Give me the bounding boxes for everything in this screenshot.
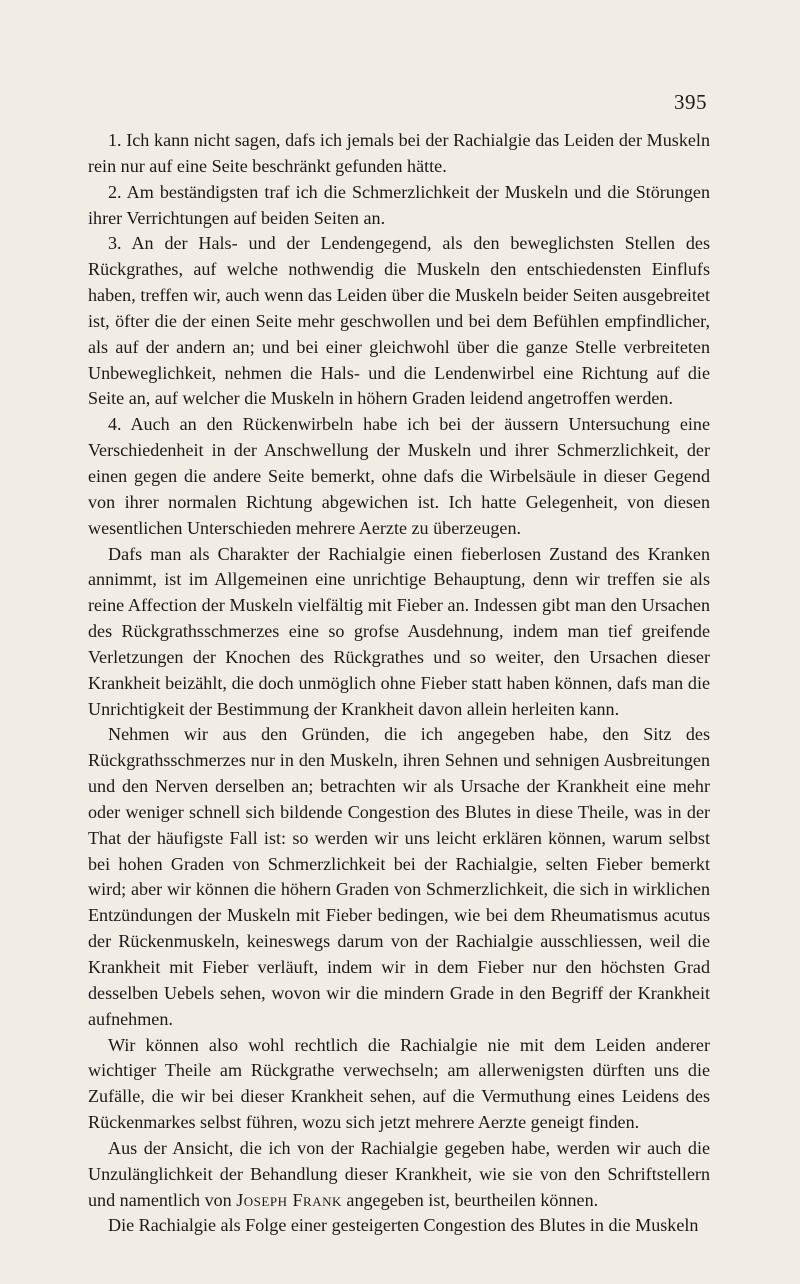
body-text bbox=[88, 128, 710, 1239]
paragraph-seat-of-pain: Nehmen wir aus den Gründen, die ich angegeben habe, den Sitz des Rückgrathsschmerzes nur in den Muskeln, ihren Sehnen und sehnigen Ausbreitungen und den Nerven derselben an; betrachten wir als Ursache der Krankheit eine mehr oder weniger schnell sich bildende Congestion des Blutes in diese Theile, was in der That der häufigste Fall ist: so werden wir uns leicht erklären können, warum selbst bei hohen Graden von Schmerzlichkeit bei der Rachialgie, selten Fieber bemerkt wird; aber wir können die höhern Graden von Schmerzlichkeit, die sich in wirklichen Entzündungen der Muskeln mit Fieber bedingen, wie bei dem Rheumatismus acutus der Rückenmuskeln, keineswegs darum von der Rachialgie ausschliessen, weil die Krankheit mit Fieber verläuft, indem wir in dem Fieber nur den höchsten Grad desselben Uebels sehen, wovon wir die mindern Grade in den Begriff der Krankheit aufnehmen. bbox=[88, 724, 710, 1029]
paragraph-treatment-after: angegeben ist, beurtheilen können. bbox=[341, 1189, 599, 1210]
paragraph-treatment-before: Aus der Ansicht, die ich von der Rachialgie gegeben habe, werden wir auch die Unzulänglichkeit der Behandlung dieser Krankheit, wie sie von den Schriftstellern und namentlich von bbox=[88, 1137, 710, 1210]
page-number: 395 bbox=[674, 90, 707, 114]
paragraph-2: 2. Am beständigsten traf ich die Schmerzlichkeit der Muskeln und die Störungen ihrer Verrichtungen auf beiden Seiten an. bbox=[88, 181, 710, 228]
paragraph-differential: Wir können also wohl rechtlich die Rachialgie nie mit dem Leiden anderer wichtiger Theile am Rückgrathe verwechseln; am allerwenigsten dürften uns die Zufälle, die wir bei dieser Krankheit sehen, auf die Vermuthung eines Leidens des Rückenmarkes selbst führen, wozu sich jetzt mehrere Aerzte geneigt finden. bbox=[88, 1034, 710, 1133]
paragraph-3: 3. An der Hals- und der Lendengegend, als den beweglichsten Stellen des Rückgrathes, auf welche nothwendig die Muskeln den entschiedensten Einflufs haben, treffen wir, auch wenn das Leiden über die Muskeln beider Seiten ausgebreitet ist, öfter die der einen Seite mehr geschwollen und bei dem Befühlen empfindlicher, als auf der andern an; und bei einer gleichwohl über die ganze Stelle verbreiteten Unbeweglichkeit, nehmen die Hals- und die Lendenwirbel eine Richtung auf die Seite an, auf welcher die Muskeln in höhern Graden leidend angetroffen werden. bbox=[88, 233, 710, 409]
author-name: Joseph Frank bbox=[236, 1189, 342, 1210]
paragraph-fever: Dafs man als Charakter der Rachialgie einen fieberlosen Zustand des Kranken annimmt, ist im Allgemeinen eine unrichtige Behauptung, denn wir treffen sie als reine Affection der Muskeln vielfältig mit Fieber an. Indessen gibt man den Ursachen des Rückgrathsschmerzes eine so grofse Ausdehnung, indem man tief greifende Verletzungen der Knochen des Rückgrathes und so weiter, den Ursachen dieser Krankheit beizählt, die doch unmöglich ohne Fieber statt haben können, dafs man die Unrichtigkeit der Bestimmung der Krankheit davon allein herleiten kann. bbox=[88, 543, 710, 719]
paragraph-treatment bbox=[88, 1136, 710, 1214]
paragraph-1: 1. Ich kann nicht sagen, dafs ich jemals bei der Rachialgie das Leiden der Muskeln rein nur auf eine Seite beschränkt gefunden hätte. bbox=[88, 130, 710, 176]
paragraph-4: 4. Auch an den Rückenwirbeln habe ich bei der äussern Untersuchung eine Verschiedenheit in der Anschwellung der Muskeln und ihrer Schmerzlichkeit, der einen gegen die andere Seite bemerkt, ohne dafs die Wirbelsäule in dieser Gegend von ihrer normalen Richtung abgewichen ist. Ich hatte Gelegenheit, von diesen wesentlichen Unterschieden mehrere Aerzte zu überzeugen. bbox=[88, 414, 710, 538]
paragraph-last-line: Die Rachialgie als Folge einer gesteigerten Congestion des Blutes in die Muskeln bbox=[108, 1215, 699, 1236]
